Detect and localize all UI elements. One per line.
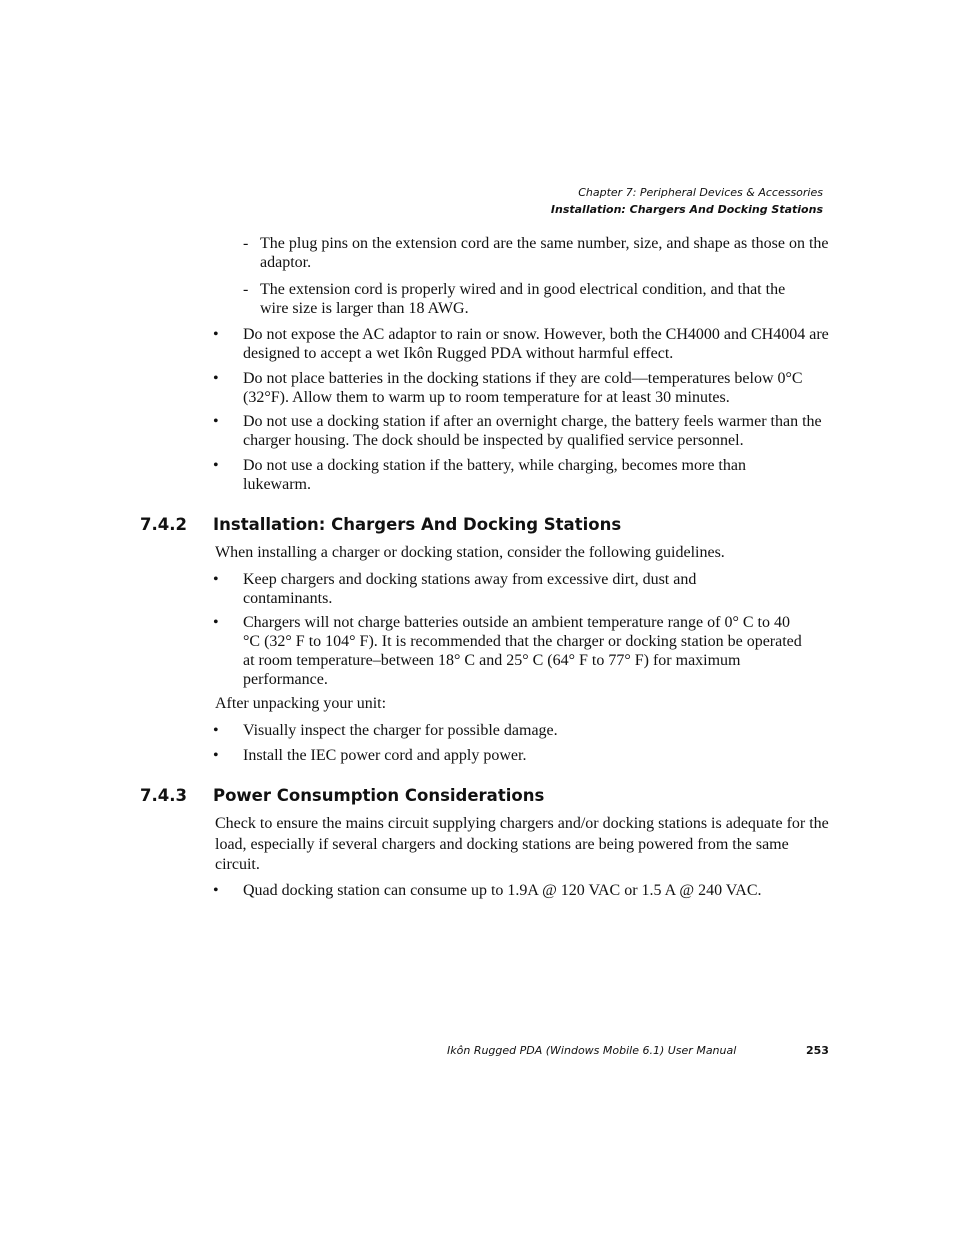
bullet-marker: •	[213, 370, 219, 387]
bullet-marker: •	[213, 722, 219, 739]
page-number: 253	[806, 1044, 829, 1057]
bullet-marker: •	[213, 747, 219, 764]
list-item-text: Do not use a docking station if the battery, while charging, becomes more than lukewarm.	[243, 457, 746, 493]
list-item	[213, 369, 833, 407]
list-item	[243, 280, 813, 318]
section-title: Installation: Chargers And Docking Stations	[213, 515, 622, 534]
list-item	[213, 412, 833, 450]
bullet-marker: •	[213, 457, 219, 474]
list-item	[213, 456, 753, 494]
section-number: 7.4.3	[140, 786, 187, 805]
paragraph: After unpacking your unit:	[215, 695, 387, 712]
list-item-text: Install the IEC power cord and apply power.	[243, 747, 527, 764]
paragraph: When installing a charger or docking station, consider the following guidelines.	[215, 544, 725, 561]
list-item	[213, 613, 811, 689]
list-item	[213, 881, 833, 900]
list-item	[213, 746, 833, 765]
list-item-text: Keep chargers and docking stations away from excessive dirt, dust and contaminants.	[243, 571, 697, 607]
bullet-marker: •	[213, 326, 219, 343]
header-section: Installation: Chargers And Docking Stations	[550, 203, 823, 216]
list-item-text: Do not place batteries in the docking stations if they are cold—temperatures below 0°C (32°F). Allow them to warm up to room temperature for at least 30 minutes.	[243, 370, 803, 406]
list-item	[243, 234, 833, 272]
list-item	[213, 721, 833, 740]
dash-marker: -	[243, 235, 249, 252]
bullet-marker: •	[213, 614, 219, 631]
list-item-text: The extension cord is properly wired and in good electrical condition, and that the wire size is larger than 18 AWG.	[260, 281, 786, 317]
list-item-text: Quad docking station can consume up to 1.9A @ 120 VAC or 1.5 A @ 240 VAC.	[243, 882, 762, 899]
bullet-marker: •	[213, 882, 219, 899]
list-item	[213, 570, 743, 608]
list-item-text: Do not expose the AC adaptor to rain or snow. However, both the CH4000 and CH4004 are designed to accept a wet Ikôn Rugged PDA without harmful effect.	[243, 326, 829, 362]
running-header	[551, 184, 823, 218]
bullet-marker: •	[213, 571, 219, 588]
list-item-text: Chargers will not charge batteries outside an ambient temperature range of 0° C to 40 °C (32° F to 104° F). It is recommended that the charger or docking station be operated at room temperature–between 18° C and 25° C (64° F to 77° F) for maximum performance.	[243, 614, 802, 688]
list-item-text: Do not use a docking station if after an overnight charge, the battery feels warmer than the charger housing. The dock should be inspected by qualified service personnel.	[243, 413, 822, 449]
dash-marker: -	[243, 281, 249, 298]
paragraph: Check to ensure the mains circuit supplying chargers and/or docking stations is adequate for the load, especially if several chargers and docking stations are being powered from the same circuit.	[215, 815, 829, 873]
list-item-text: Visually inspect the charger for possible damage.	[243, 722, 558, 739]
list-item	[213, 325, 833, 363]
list-item-text: The plug pins on the extension cord are the same number, size, and shape as those on the adaptor.	[260, 235, 829, 271]
section-heading	[140, 515, 621, 535]
section-heading	[140, 786, 544, 806]
section-title: Power Consumption Considerations	[213, 786, 545, 805]
footer-title: Ikôn Rugged PDA (Windows Mobile 6.1) User Manual	[447, 1044, 737, 1057]
bullet-marker: •	[213, 413, 219, 430]
header-chapter: Chapter 7: Peripheral Devices & Accessories	[578, 186, 823, 199]
section-number: 7.4.2	[140, 515, 187, 534]
